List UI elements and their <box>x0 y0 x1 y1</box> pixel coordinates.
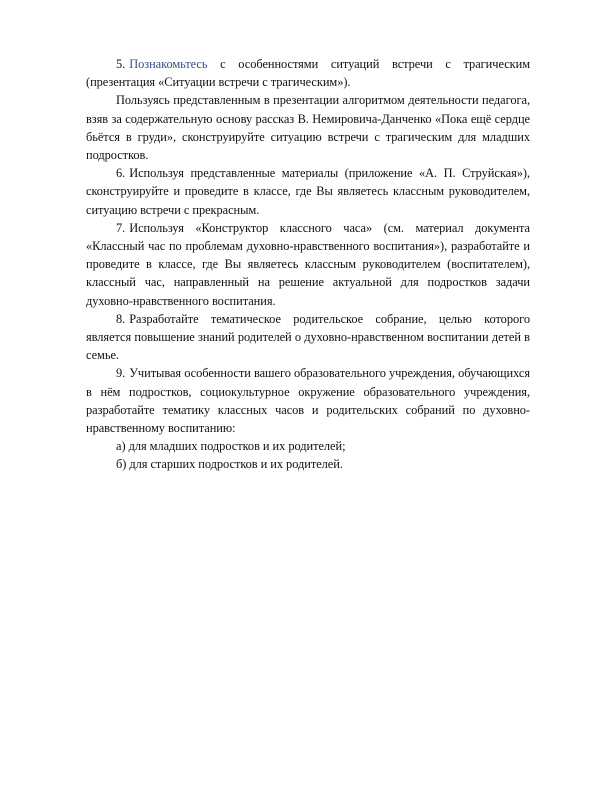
subitem-b: б) для старших подростков и их родителей. <box>116 457 343 472</box>
task-paragraph-5 <box>86 55 530 91</box>
task-number: 8. <box>116 311 126 326</box>
task-link[interactable]: Познакомьтесь <box>129 57 208 71</box>
task-text: Учитывая особенности вашего образовательного учреждения, обучающихся в нём подростков, социокультурное окружение образовательного учреждения, разработайте тематику классных часов и родительских собраний по духовно-нравственному воспитанию: <box>86 366 530 436</box>
task-text: Используя «Конструктор классного часа» (см. материал документа «Классный час по проблемам духовно-нравственного воспитания»), разработайте и проведите в классе, где Вы являетесь классным руководителем (воспитателем), классный час, направленный на решение актуальной для подростков задачи духовно-нравственного воспитания. <box>86 220 530 308</box>
task-paragraph-9 <box>86 364 530 437</box>
task-text: Используя представленные материалы (приложение «А. П. Струйская»), сконструируйте и проведите в классе, где Вы являетесь классным руководителем, ситуацию встречи с прекрасным. <box>86 166 530 217</box>
task-paragraph-6 <box>86 164 530 219</box>
task-text: Разработайте тематическое родительское собрание, целью которого является повышение знаний родителей о духовно-нравственном воспитании детей в семье. <box>86 311 530 363</box>
task-number: 9. <box>116 366 126 381</box>
task-text: с особенностями ситуаций встречи с трагическим (презентация «Ситуации встречи с трагическим»). <box>86 57 530 90</box>
task-paragraph-8 <box>86 310 530 365</box>
task-paragraph-5-continuation <box>86 91 530 164</box>
task-paragraph-7 <box>86 219 530 310</box>
document-page <box>86 55 530 474</box>
subitem-a: а) для младших подростков и их родителей; <box>116 439 346 454</box>
task-number: 7. <box>116 220 126 235</box>
task-text: Пользуясь представленным в презентации алгоритмом деятельности педагога, взяв за содержательную основу рассказ В. Немировича-Данченко «Пока ещё сердце бьётся в груди», сконструируйте ситуацию встречи с трагическим для младших подростков. <box>86 93 530 163</box>
task-number: 5. <box>116 57 126 71</box>
task-number: 6. <box>116 166 126 181</box>
